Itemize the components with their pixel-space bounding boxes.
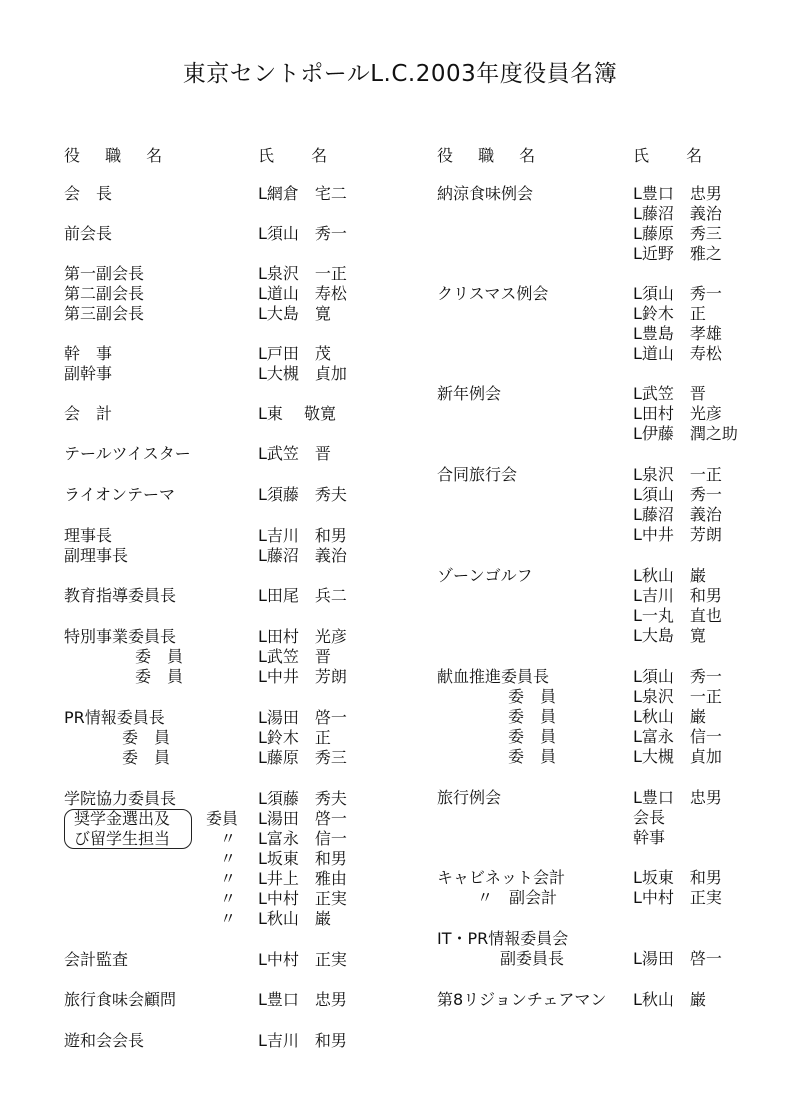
member-name: L田村 光彦 [633, 404, 722, 423]
role-note: 委員 [206, 809, 239, 828]
member-name: L田尾 兵二 [258, 586, 347, 605]
role-label: 委 員 [508, 747, 557, 766]
member-name: L鈴木 正 [633, 304, 706, 323]
member-name: L泉沢 一正 [633, 687, 722, 706]
role-label: 〃 副会計 [477, 888, 558, 907]
role-label: 会 長 [64, 184, 113, 203]
member-name: L須山 秀一 [633, 485, 722, 504]
role-label: 納涼食味例会 [437, 184, 534, 203]
member-name: L泉沢 一正 [258, 264, 347, 283]
member-name: L中井 芳朗 [258, 667, 347, 686]
ditto-mark: 〃 [220, 889, 237, 908]
member-name: L坂東 和男 [633, 868, 722, 887]
role-label: 第8リジョンチェアマン [437, 990, 607, 1009]
member-name: L豊口 忠男 [258, 990, 347, 1009]
member-name: L秋山 巌 [258, 909, 331, 928]
member-name: L湯田 啓一 [633, 949, 722, 968]
role-label: 遊和会会長 [64, 1031, 145, 1050]
member-name: L須山 秀一 [633, 667, 722, 686]
header-name: 氏 名 [258, 146, 344, 165]
role-label: ライオンテーマ [64, 485, 176, 504]
role-label: 第三副会長 [64, 304, 145, 323]
member-name: L中村 正実 [258, 889, 347, 908]
role-label: 委 員 [508, 707, 557, 726]
header-name: 氏 名 [633, 146, 719, 165]
role-label: テールツイスター [64, 444, 191, 463]
member-name: L大島 寛 [258, 304, 331, 323]
role-label: 委 員 [122, 748, 171, 767]
role-label: 委 員 [122, 728, 171, 747]
member-name: L東 敬寛 [258, 404, 337, 423]
member-name: L中井 芳朗 [633, 525, 722, 544]
role-label: 奨学金選出及 [74, 809, 171, 828]
role-label: び留学生担当 [74, 829, 171, 848]
member-name: L須山 秀一 [633, 284, 722, 303]
member-name: L大槻 貞加 [633, 747, 722, 766]
member-name: L富永 信一 [633, 727, 722, 746]
member-name: L中村 正実 [258, 950, 347, 969]
member-name: L須山 秀一 [258, 224, 347, 243]
member-name: L湯田 啓一 [258, 809, 347, 828]
role-label: 副委員長 [500, 949, 565, 968]
role-label: クリスマス例会 [437, 284, 549, 303]
member-name: L鈴木 正 [258, 728, 331, 747]
role-label: 副幹事 [64, 364, 113, 383]
member-name: L藤原 秀三 [258, 748, 347, 767]
role-label: 新年例会 [437, 384, 502, 403]
member-name: L武笠 晋 [258, 444, 331, 463]
member-name: L泉沢 一正 [633, 465, 722, 484]
role-label: 委 員 [135, 647, 184, 666]
role-label: 第一副会長 [64, 264, 145, 283]
role-label: 教育指導委員長 [64, 586, 177, 605]
role-label: 第二副会長 [64, 284, 145, 303]
page-title: 東京セントポールL.C.2003年度役員名簿 [182, 61, 618, 87]
member-name: L須藤 秀夫 [258, 485, 347, 504]
member-name: L坂東 和男 [258, 849, 347, 868]
role-label: 前会長 [64, 224, 113, 243]
member-name: L藤原 秀三 [633, 224, 722, 243]
role-label: 委 員 [508, 687, 557, 706]
role-label: 合同旅行会 [437, 465, 518, 484]
member-name: L吉川 和男 [258, 1031, 347, 1050]
role-label: 委 員 [508, 727, 557, 746]
member-name: L中村 正実 [633, 888, 722, 907]
member-name: L田村 光彦 [258, 627, 347, 646]
member-name: L秋山 巌 [633, 566, 706, 585]
ditto-mark: 〃 [220, 849, 237, 868]
role-label: ゾーンゴルフ [437, 566, 533, 585]
member-name: L豊島 孝雄 [633, 324, 722, 343]
member-name: L藤沼 義治 [633, 204, 722, 223]
role-label: PR情報委員長 [64, 708, 165, 727]
role-label: 会計監査 [64, 950, 129, 969]
header-role: 役 職 名 [437, 146, 546, 165]
role-label: 献血推進委員長 [437, 667, 550, 686]
role-label: 幹 事 [64, 344, 113, 363]
member-name: 会長 [633, 808, 666, 827]
role-label: 理事長 [64, 526, 113, 545]
role-label: 旅行例会 [437, 788, 502, 807]
member-name: L藤沼 義治 [258, 546, 347, 565]
member-name: L武笠 晋 [633, 384, 706, 403]
member-name: L吉川 和男 [258, 526, 347, 545]
member-name: L吉川 和男 [633, 586, 722, 605]
role-label: 副理事長 [64, 546, 129, 565]
header-role: 役 職 名 [64, 146, 173, 165]
member-name: L武笠 晋 [258, 647, 331, 666]
member-name: L湯田 啓一 [258, 708, 347, 727]
ditto-mark: 〃 [220, 829, 237, 848]
role-label: 学院協力委員長 [64, 789, 177, 808]
member-name: L大島 寛 [633, 626, 706, 645]
member-name: L藤沼 義治 [633, 505, 722, 524]
member-name: L伊藤 潤之助 [633, 424, 738, 443]
member-name: L道山 寿松 [633, 344, 722, 363]
role-label: IT・PR情報委員会 [437, 929, 569, 948]
role-label: キャビネット会計 [437, 868, 566, 887]
ditto-mark: 〃 [220, 909, 237, 928]
ditto-mark: 〃 [220, 869, 237, 888]
member-name: 幹事 [633, 828, 666, 847]
member-name: L道山 寿松 [258, 284, 347, 303]
member-name: L大槻 貞加 [258, 364, 347, 383]
member-name: L富永 信一 [258, 829, 347, 848]
role-label: 特別事業委員長 [64, 627, 177, 646]
member-name: L須藤 秀夫 [258, 789, 347, 808]
member-name: L近野 雅之 [633, 244, 722, 263]
member-name: L井上 雅由 [258, 869, 347, 888]
member-name: L戸田 茂 [258, 344, 331, 363]
member-name: L豊口 忠男 [633, 184, 722, 203]
role-label: 旅行食味会顧問 [64, 990, 177, 1009]
member-name: L網倉 宅二 [258, 184, 347, 203]
role-label: 会 計 [64, 404, 113, 423]
member-name: L豊口 忠男 [633, 788, 722, 807]
member-name: L秋山 巌 [633, 990, 706, 1009]
member-name: L一丸 直也 [633, 606, 722, 625]
role-label: 委 員 [135, 667, 184, 686]
member-name: L秋山 巌 [633, 707, 706, 726]
